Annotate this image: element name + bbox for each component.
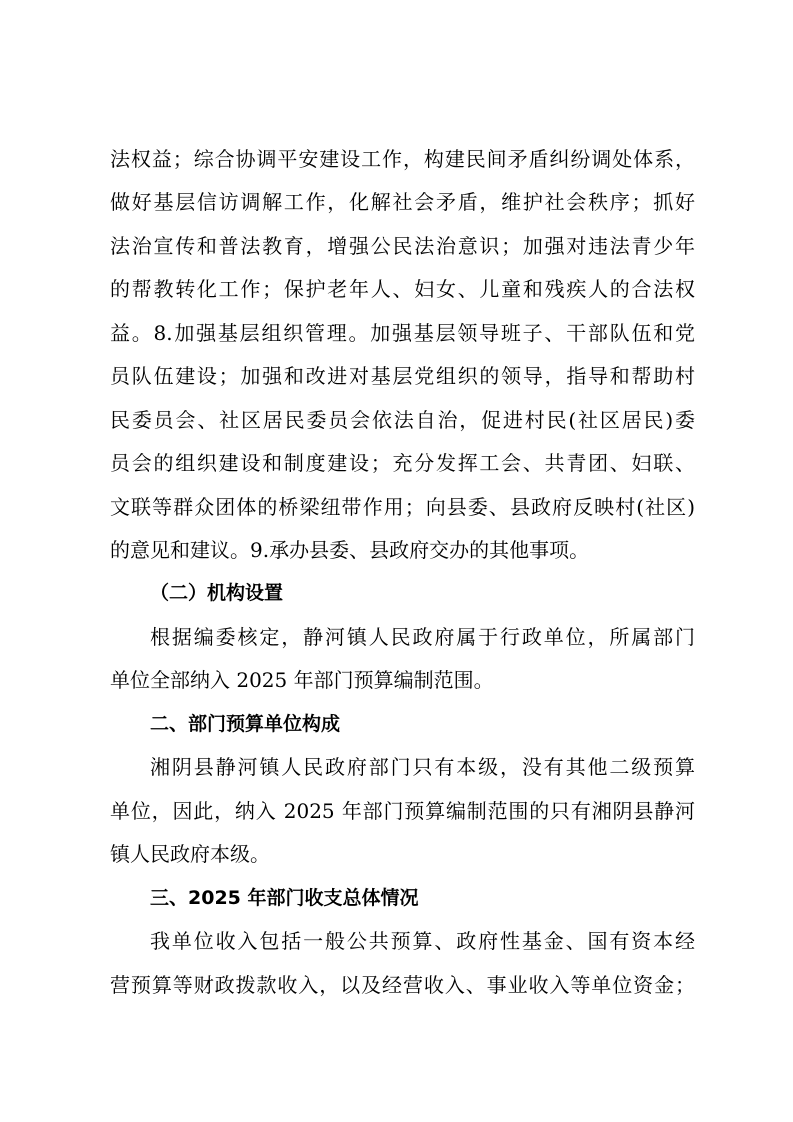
paragraph-line: 民委员会、社区居民委员会依法自治，促进村民(社区居民)委 <box>110 408 695 432</box>
paragraph-line: 的意见和建议。9.承办县委、县政府交办的其他事项。 <box>110 538 590 562</box>
paragraph-line: 镇人民政府本级。 <box>110 842 270 866</box>
paragraph-line: 益。8.加强基层组织管理。加强基层领导班子、干部队伍和党 <box>110 321 695 345</box>
paragraph-line: 做好基层信访调解工作，化解社会矛盾，维护社会秩序；抓好 <box>110 190 695 214</box>
section-heading-org-setup: （二）机构设置 <box>150 582 284 604</box>
paragraph-line: 单位全部纳入 2025 年部门预算编制范围。 <box>110 668 494 692</box>
paragraph-line: 湘阴县静河镇人民政府部门只有本级，没有其他二级预算 <box>150 755 695 779</box>
paragraph-line: 营预算等财政拨款收入，以及经营收入、事业收入等单位资金； <box>110 973 695 997</box>
paragraph-line: 单位，因此，纳入 2025 年部门预算编制范围的只有湘阴县静河 <box>110 799 695 823</box>
paragraph-line: 文联等群众团体的桥梁纽带作用；向县委、县政府反映村(社区) <box>110 495 695 519</box>
paragraph-line: 员会的组织建设和制度建设；充分发挥工会、共青团、妇联、 <box>110 451 695 475</box>
paragraph-line: 根据编委核定，静河镇人民政府属于行政单位，所属部门 <box>150 625 695 649</box>
section-heading-budget-units: 二、部门预算单位构成 <box>150 713 341 735</box>
section-heading-revenue-expenditure: 三、2025 年部门收支总体情况 <box>150 887 419 909</box>
paragraph-line: 法治宣传和普法教育，增强公民法治意识；加强对违法青少年 <box>110 234 695 258</box>
paragraph-line: 的帮教转化工作；保护老年人、妇女、儿童和残疾人的合法权 <box>110 277 695 301</box>
paragraph-line: 我单位收入包括一般公共预算、政府性基金、国有资本经 <box>150 929 695 953</box>
paragraph-line: 员队伍建设；加强和改进对基层党组织的领导，指导和帮助村 <box>110 364 695 388</box>
paragraph-line: 法权益；综合协调平安建设工作，构建民间矛盾纠纷调处体系， <box>110 147 695 171</box>
